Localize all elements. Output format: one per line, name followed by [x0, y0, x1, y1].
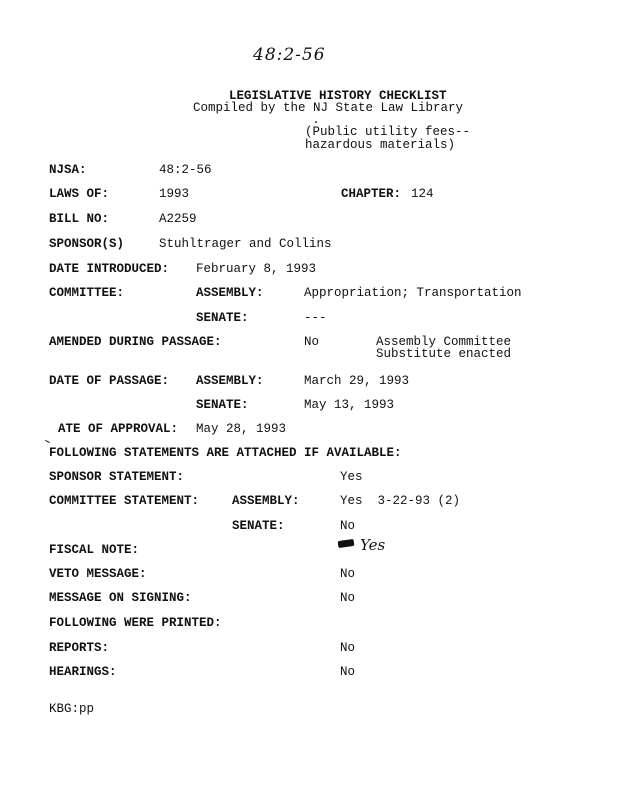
committee-statement-assembly-value: Yes 3-22-93 (2) — [340, 494, 461, 508]
initials: KBG:pp — [49, 702, 95, 716]
date-of-passage-label: DATE OF PASSAGE: — [49, 374, 170, 388]
tick-mark — [45, 440, 50, 443]
date-of-approval-label: ATE OF APPROVAL: — [58, 422, 179, 436]
fiscal-note-label: FISCAL NOTE: — [49, 543, 140, 557]
subject-note-line2: hazardous materials) — [305, 138, 456, 152]
veto-message-value: No — [340, 567, 356, 581]
passage-assembly-value: March 29, 1993 — [304, 374, 410, 388]
following-printed-heading: FOLLOWING WERE PRINTED: — [49, 616, 222, 630]
njsa-label: NJSA: — [49, 163, 87, 177]
bill-no-value: A2259 — [159, 212, 197, 226]
amended-note-line1: Assembly Committee — [376, 335, 512, 349]
message-on-signing-value: No — [340, 591, 356, 605]
scribble-mark — [338, 539, 355, 548]
committee-assembly-label: ASSEMBLY: — [196, 286, 264, 300]
fiscal-note-value: Yes — [360, 536, 386, 554]
document-title: LEGISLATIVE HISTORY CHECKLIST — [229, 89, 447, 103]
reports-label: REPORTS: — [49, 641, 110, 655]
message-on-signing-label: MESSAGE ON SIGNING: — [49, 591, 192, 605]
committee-senate-label: SENATE: — [196, 311, 249, 325]
passage-senate-value: May 13, 1993 — [304, 398, 395, 412]
committee-statement-assembly-label: ASSEMBLY: — [232, 494, 300, 508]
date-of-approval-value: May 28, 1993 — [196, 422, 287, 436]
bill-no-label: BILL NO: — [49, 212, 110, 226]
committee-statement-senate-value: No — [340, 519, 356, 533]
reports-value: No — [340, 641, 356, 655]
committee-statement-senate-label: SENATE: — [232, 519, 285, 533]
amended-label: AMENDED DURING PASSAGE: — [49, 335, 222, 349]
committee-senate-value: --- — [304, 311, 327, 325]
sponsor-statement-value: Yes — [340, 470, 363, 484]
date-introduced-label: DATE INTRODUCED: — [49, 262, 170, 276]
njsa-value: 48:2-56 — [159, 163, 212, 177]
chapter-label: CHAPTER: — [341, 187, 402, 201]
sponsor-statement-label: SPONSOR STATEMENT: — [49, 470, 185, 484]
hearings-value: No — [340, 665, 356, 679]
speck-mark — [315, 121, 317, 123]
passage-senate-label: SENATE: — [196, 398, 249, 412]
following-attached-heading: FOLLOWING STATEMENTS ARE ATTACHED IF AVAILABLE: — [49, 446, 402, 460]
chapter-value: 124 — [411, 187, 434, 201]
document-subtitle: Compiled by the NJ State Law Library — [193, 101, 464, 115]
committee-label: COMMITTEE: — [49, 286, 125, 300]
handwritten-reference: 48:2-56 — [253, 45, 326, 65]
subject-note-line1: (Public utility fees-- — [305, 125, 471, 139]
laws-of-label: LAWS OF: — [49, 187, 110, 201]
veto-message-label: VETO MESSAGE: — [49, 567, 147, 581]
amended-note-line2: Substitute enacted — [376, 347, 512, 361]
passage-assembly-label: ASSEMBLY: — [196, 374, 264, 388]
sponsors-label: SPONSOR(S) — [49, 237, 125, 251]
sponsors-value: Stuhltrager and Collins — [159, 237, 332, 251]
laws-of-value: 1993 — [159, 187, 190, 201]
amended-value: No — [304, 335, 320, 349]
committee-statement-label: COMMITTEE STATEMENT: — [49, 494, 200, 508]
committee-assembly-value: Appropriation; Transportation — [304, 286, 522, 300]
date-introduced-value: February 8, 1993 — [196, 262, 317, 276]
hearings-label: HEARINGS: — [49, 665, 117, 679]
